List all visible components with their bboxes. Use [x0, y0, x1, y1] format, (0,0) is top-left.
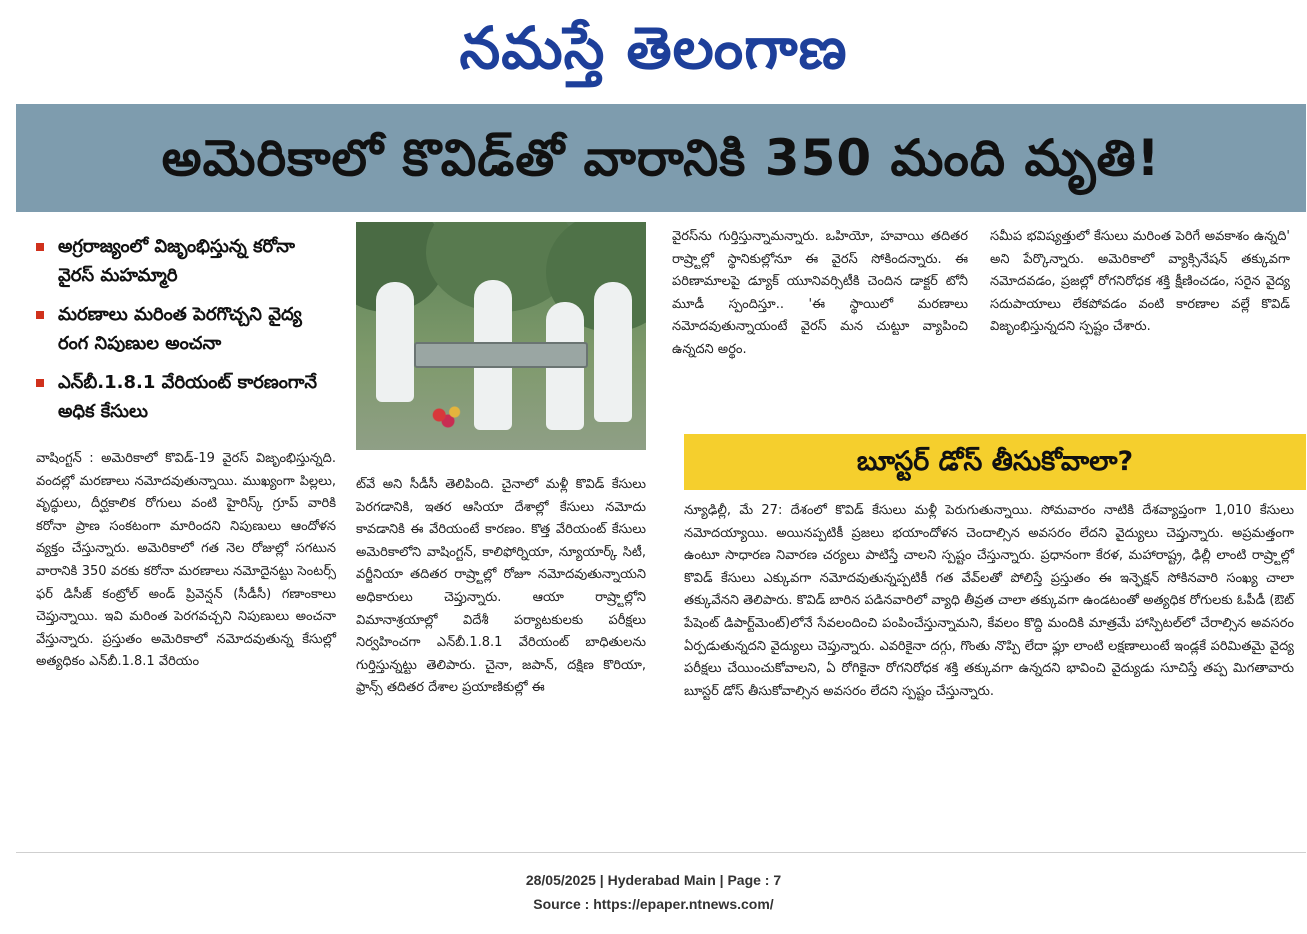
highlight-item — [36, 300, 336, 358]
booster-box-title: బూస్టర్ డోస్ తీసుకోవాలా? — [684, 434, 1306, 490]
photo-person-shape — [376, 282, 414, 402]
highlight-text: మరణాలు మరింత పెరగొచ్చని వైద్య రంగ నిపుణుల అంచనా — [58, 304, 302, 354]
photo-person-shape — [594, 282, 632, 422]
article-headline: అమెరికాలో కొవిడ్‌తో వారానికి 350 మంది మృతి! — [16, 104, 1306, 212]
newspaper-masthead: నమస్తే తెలంగాణ — [459, 14, 848, 82]
bullet-square-icon — [36, 311, 44, 319]
article-paragraph: ట్‌వే అని సీడీసీ తెలిపింది. చైనాలో మళ్లీ కొవిడ్ కేసులు పెరగడానికి, ఇతర ఆసియా దేశాల్లో కేసులు నమోదు కావడానికి ఈ వేరియంటే కారణం. కొత్త వేరియంట్ కేసులు అమెరికాలోని వాషింగ్టన్, కాలిఫోర్నియా, న్యూయార్క్ సిటీ, వర్జీనియా తదితర రాష్ర్టాల్లో రోజూ నమోదవుతున్నాయని అధికారులు చెప్తున్నారు. ఆయా రాష్ర్టాల్లోని విమానాశ్రయాల్లో విదేశీ పర్యాటకులకు పరీక్షలు నిర్వహించగా ఎన్‌బీ.1.8.1 వేరియంట్ బాధితులను గుర్తిస్తున్నట్టు తెలిపారు. చైనా, జపాన్, దక్షిణ కొరియా, ఫ్రాన్స్ తదితర దేశాల ప్రయాణికుల్లో ఈ — [356, 477, 646, 696]
photo-flowers-shape — [426, 400, 470, 430]
article-column-2 — [356, 474, 646, 700]
news-photo-funeral — [356, 222, 646, 450]
highlight-item — [36, 368, 336, 426]
article-column-3 — [672, 226, 968, 362]
highlight-text: ఎన్‌బీ.1.8.1 వేరియంట్ కారణంగానే అధిక కేసులు — [58, 372, 318, 422]
article-paragraph: వాషింగ్టన్ : అమెరికాలో కొవిడ్-19 వైరస్ విజృంభిస్తున్నది. వందల్లో మరణాలు నమోదవుతున్నాయి. ముఖ్యంగా పిల్లలు, వృద్ధులు, దీర్ఘకాలిక రోగులు వంటి హైరిస్క్ గ్రూప్ వారికి కరోనా ప్రాణ సంకటంగా మారిందని నిపుణులు ఆందోళన వ్యక్తం చేస్తున్నారు. అమెరికాలో గత నెల రోజుల్లో సగటున వారానికి 350 వరకు కరోనా మరణాలు నమోదైనట్టు సెంటర్స్ ఫర్ డిసీజ్ కంట్రోల్ అండ్ ప్రివెన్షన్ (సీడీసీ) గణాంకాలు చెప్తున్నాయి. ఇవి మరింత పెరగవచ్చని నిపుణులు అంచనా వేస్తున్నారు. ప్రస్తుతం అమెరికాలో నమోదవుతున్న కేసుల్లో అత్యధికం ఎన్‌బీ.1.8.1 వేరియం — [36, 451, 336, 670]
footer-divider — [16, 852, 1306, 853]
footer-edition-line: 28/05/2025 | Hyderabad Main | Page : 7 — [525, 872, 782, 888]
highlight-text: అగ్రరాజ్యంలో విజృంభిస్తున్న కరోనా వైరస్ మహమ్మారి — [58, 236, 295, 286]
bullet-square-icon — [36, 243, 44, 251]
article-column-1 — [36, 448, 336, 674]
highlights-list — [36, 232, 336, 436]
article-column-4 — [990, 226, 1290, 339]
photo-coffin-shape — [414, 342, 588, 368]
highlight-item — [36, 232, 336, 290]
bullet-square-icon — [36, 379, 44, 387]
booster-box-body: న్యూఢిల్లీ, మే 27: దేశంలో కొవిడ్ కేసులు మళ్లీ పెరుగుతున్నాయి. సోమవారం నాటికి దేశవ్యాప్తంగా 1,010 కేసులు నమోదయ్యాయి. అయినప్పటికీ ప్రజలు భయాందోళన చెందాల్సిన అవసరం లేదని వైద్యులు చెప్తున్నారు. అప్రమత్తంగా ఉంటూ సాధారణ నివారణ చర్యలు పాటిస్తే చాలని స్పష్టం చేస్తున్నారు. ప్రధానంగా కేరళ, మహారాష్ట్ర, ఢిల్లీ లాంటి రాష్ర్టాల్లో కొవిడ్ కేసులు ఎక్కువగా నమోదవుతున్నప్పటికీ గత వేవ్‌లతో పోలిస్తే ప్రస్తుతం ఈ ఇన్ఫెక్షన్ సోకినవారి సంఖ్య చాలా తక్కువేనని తెలిపారు. కొవిడ్ బారిన పడినవారిలో వ్యాధి తీవ్రత చాలా తక్కువగా ఉండటంతో అత్యధిక రోగులకు ఓపీడీ (ఔట్ పేషెంట్ డిపార్ట్‌మెంట్)లోనే సేవలందించి పంపించేస్తున్నామని, కేవలం కొద్ది మందికి మాత్రమే హాస్పిటల్‌లో చేరాల్సిన అవసరం ఏర్పడుతున్నదని వైద్యులు చెప్తున్నారు. ఎవరికైనా దగ్గు, గొంతు నొప్పి లేదా ఫ్లూ లాంటి లక్షణాలుంటే ఇండ్లకే పరిమితమై వైద్య పరీక్షలు చేయించుకోవాలని, ఏ రోగికైనా రోగనిరోధక శక్తి తక్కువగా ఉన్నదని భావించి వైద్యుడు సూచిస్తే తప్ప మిగతావారు బూస్టర్ డోస్ తీసుకోవాల్సిన అవసరం లేదని స్పష్టం చేస్తున్నారు. — [684, 503, 1294, 699]
article-paragraph: వైరస్‌ను గుర్తిస్తున్నామన్నారు. ఒహియో, హవాయి తదితర రాష్ర్టాల్లో స్థానికుల్లోనూ ఈ వైరస్ సోకిందన్నారు. ఈ పరిణామాలపై డ్యూక్ యూనివర్సిటీకి చెందిన డాక్టర్ టోనీ మూడీ స్పందిస్తూ.. 'ఈ స్థాయిలో మరణాలు నమోదవుతున్నాయంటే వైరస్ మన చుట్టూ వ్యాపించి ఉన్నదని అర్థం. — [672, 229, 968, 357]
article-paragraph: సమీప భవిష్యత్తులో కేసులు మరింత పెరిగే అవకాశం ఉన్నది' అని పేర్కొన్నారు. అమెరికాలో వ్యాక్సినేషన్ తక్కువగా నమోదవడం, ప్రజల్లో రోగనిరోధక శక్తి క్షీణించడం, సరైన వైద్య సదుపాయాలు లేకపోవడం వంటి కారణాల వల్లే కొవిడ్ విజృంభిస్తున్నదని స్పష్టం చేశారు. — [990, 229, 1290, 335]
footer-source-line: Source : https://epaper.ntnews.com/ — [533, 896, 774, 912]
